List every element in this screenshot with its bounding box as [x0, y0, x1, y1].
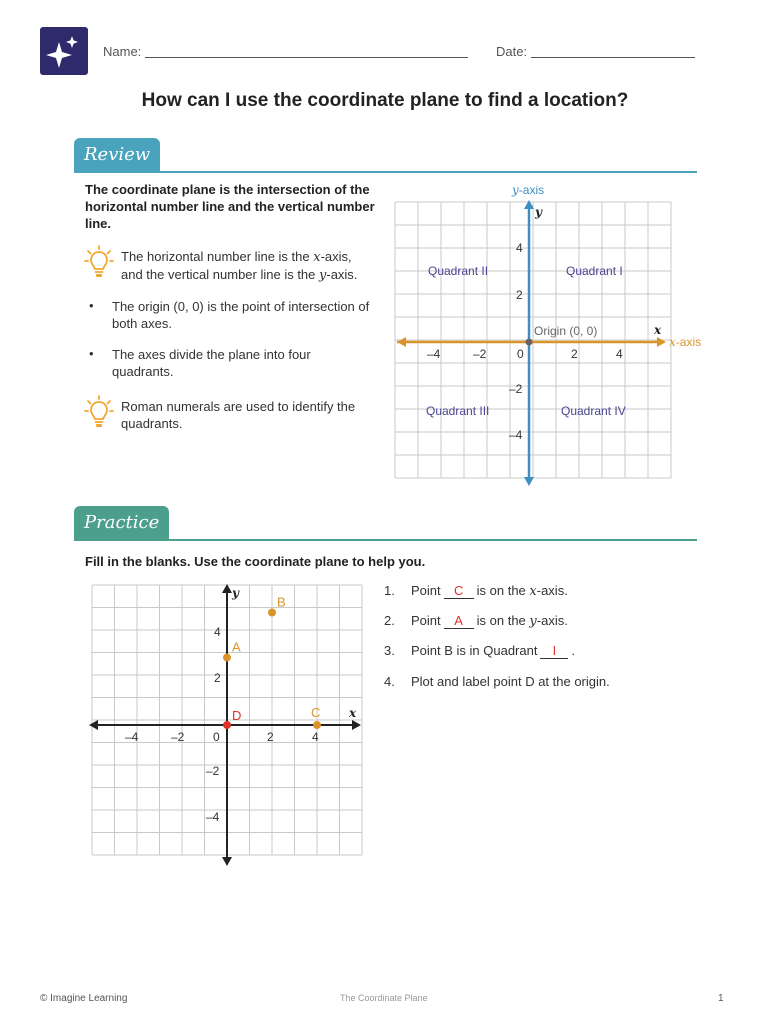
question-1: Point C is on the x-axis. — [411, 583, 568, 599]
review-intro: The coordinate plane is the intersection of the horizontal number line and the vertical number line. — [85, 182, 375, 231]
x-axis-arrow-right — [352, 720, 361, 730]
grid — [395, 202, 671, 478]
point-b — [268, 609, 276, 617]
tip-roman-numerals: Roman numerals are used to identify the quadrants. — [121, 399, 356, 431]
x-tick-label: –4 — [427, 347, 441, 361]
name-label: Name: — [103, 44, 142, 59]
y-tick-label: 4 — [214, 625, 221, 639]
point-label-b: B — [277, 594, 286, 610]
review-divider — [74, 171, 697, 173]
review-tab: Review — [74, 138, 160, 172]
bullet-origin: The origin (0, 0) is the point of intersection of both axes. — [112, 299, 370, 331]
bullet-dot: • — [89, 346, 94, 361]
question-number: 2. — [384, 613, 395, 628]
x-tick-label: –4 — [125, 730, 139, 744]
practice-divider — [74, 539, 697, 541]
practice-coordinate-plane — [85, 578, 370, 873]
question-4: Plot and label point D at the origin. — [411, 674, 610, 689]
footer-center: The Coordinate Plane — [340, 993, 428, 1003]
lightbulb-icon — [84, 244, 114, 280]
quadrant-1-label: Quadrant I — [566, 264, 623, 278]
point-c — [313, 721, 321, 729]
footer-copyright: © Imagine Learning — [40, 993, 128, 1004]
y-letter: y — [535, 205, 542, 219]
answer-blank[interactable]: A — [444, 613, 474, 629]
question-number: 1. — [384, 583, 395, 598]
x-tick-label: 2 — [571, 347, 578, 361]
date-label: Date: — [496, 44, 528, 59]
y-axis-arrow-down — [524, 477, 534, 486]
origin-point — [526, 339, 533, 346]
question-number: 3. — [384, 643, 395, 658]
y-axis-caption: y-axis — [512, 183, 545, 197]
quadrant-3-label: Quadrant III — [426, 404, 490, 418]
y-tick-label: 2 — [214, 671, 221, 685]
x-tick-label: 2 — [267, 730, 274, 744]
x-tick-label: –2 — [473, 347, 487, 361]
tip-axes: The horizontal number line is the x-axis, and the vertical number line is the y-axis. — [121, 249, 358, 283]
answer-blank[interactable]: I — [540, 643, 568, 659]
sparkle-icon — [40, 27, 88, 75]
date-field[interactable] — [531, 57, 695, 58]
quadrant-4-label: Quadrant IV — [561, 404, 626, 418]
page-number: 1 — [718, 993, 724, 1004]
y-axis-arrow-down — [222, 857, 232, 866]
x-letter: x — [654, 323, 662, 337]
quadrant-2-label: Quadrant II — [428, 264, 489, 278]
y-tick-label: –4 — [206, 810, 220, 824]
y-tick-label: –2 — [206, 764, 220, 778]
x-tick-label: 4 — [312, 730, 319, 744]
practice-tab: Practice — [74, 506, 169, 540]
bullet-quadrants: The axes divide the plane into four quadrants. — [112, 347, 311, 379]
y-tick-label: –2 — [509, 382, 523, 396]
point-label-c: C — [311, 705, 321, 720]
point-a — [223, 654, 231, 662]
y-tick-label: –4 — [509, 428, 523, 442]
y-tick-label: 2 — [516, 288, 523, 302]
review-coordinate-plane — [385, 180, 715, 490]
point-label-d: D — [232, 708, 242, 723]
origin-label: Origin (0, 0) — [534, 324, 598, 338]
x-letter: x — [349, 706, 357, 720]
x-axis-arrow-left — [397, 337, 406, 347]
y-letter: y — [232, 586, 239, 600]
question-number: 4. — [384, 674, 395, 689]
x-tick-label: 0 — [213, 730, 220, 744]
bullet-dot: • — [89, 298, 94, 313]
lightbulb-icon — [84, 394, 114, 430]
x-axis-caption: x-axis — [669, 335, 702, 349]
name-field[interactable] — [145, 57, 468, 58]
question-2: Point A is on the y-axis. — [411, 613, 568, 629]
practice-instructions: Fill in the blanks. Use the coordinate plane to help you. — [85, 554, 426, 569]
answer-blank[interactable]: C — [444, 583, 474, 599]
point-d — [223, 721, 231, 729]
x-tick-label: 4 — [616, 347, 623, 361]
question-3: Point B is in Quadrant I . — [411, 643, 576, 658]
y-tick-label: 4 — [516, 241, 523, 255]
brand-logo — [40, 27, 88, 75]
x-tick-label: 0 — [517, 347, 524, 361]
point-label-a: A — [232, 639, 241, 655]
x-axis-arrow-left — [89, 720, 98, 730]
x-tick-label: –2 — [171, 730, 185, 744]
x-axis-arrow-right — [657, 337, 666, 347]
page-title: How can I use the coordinate plane to find a location? — [141, 90, 629, 111]
